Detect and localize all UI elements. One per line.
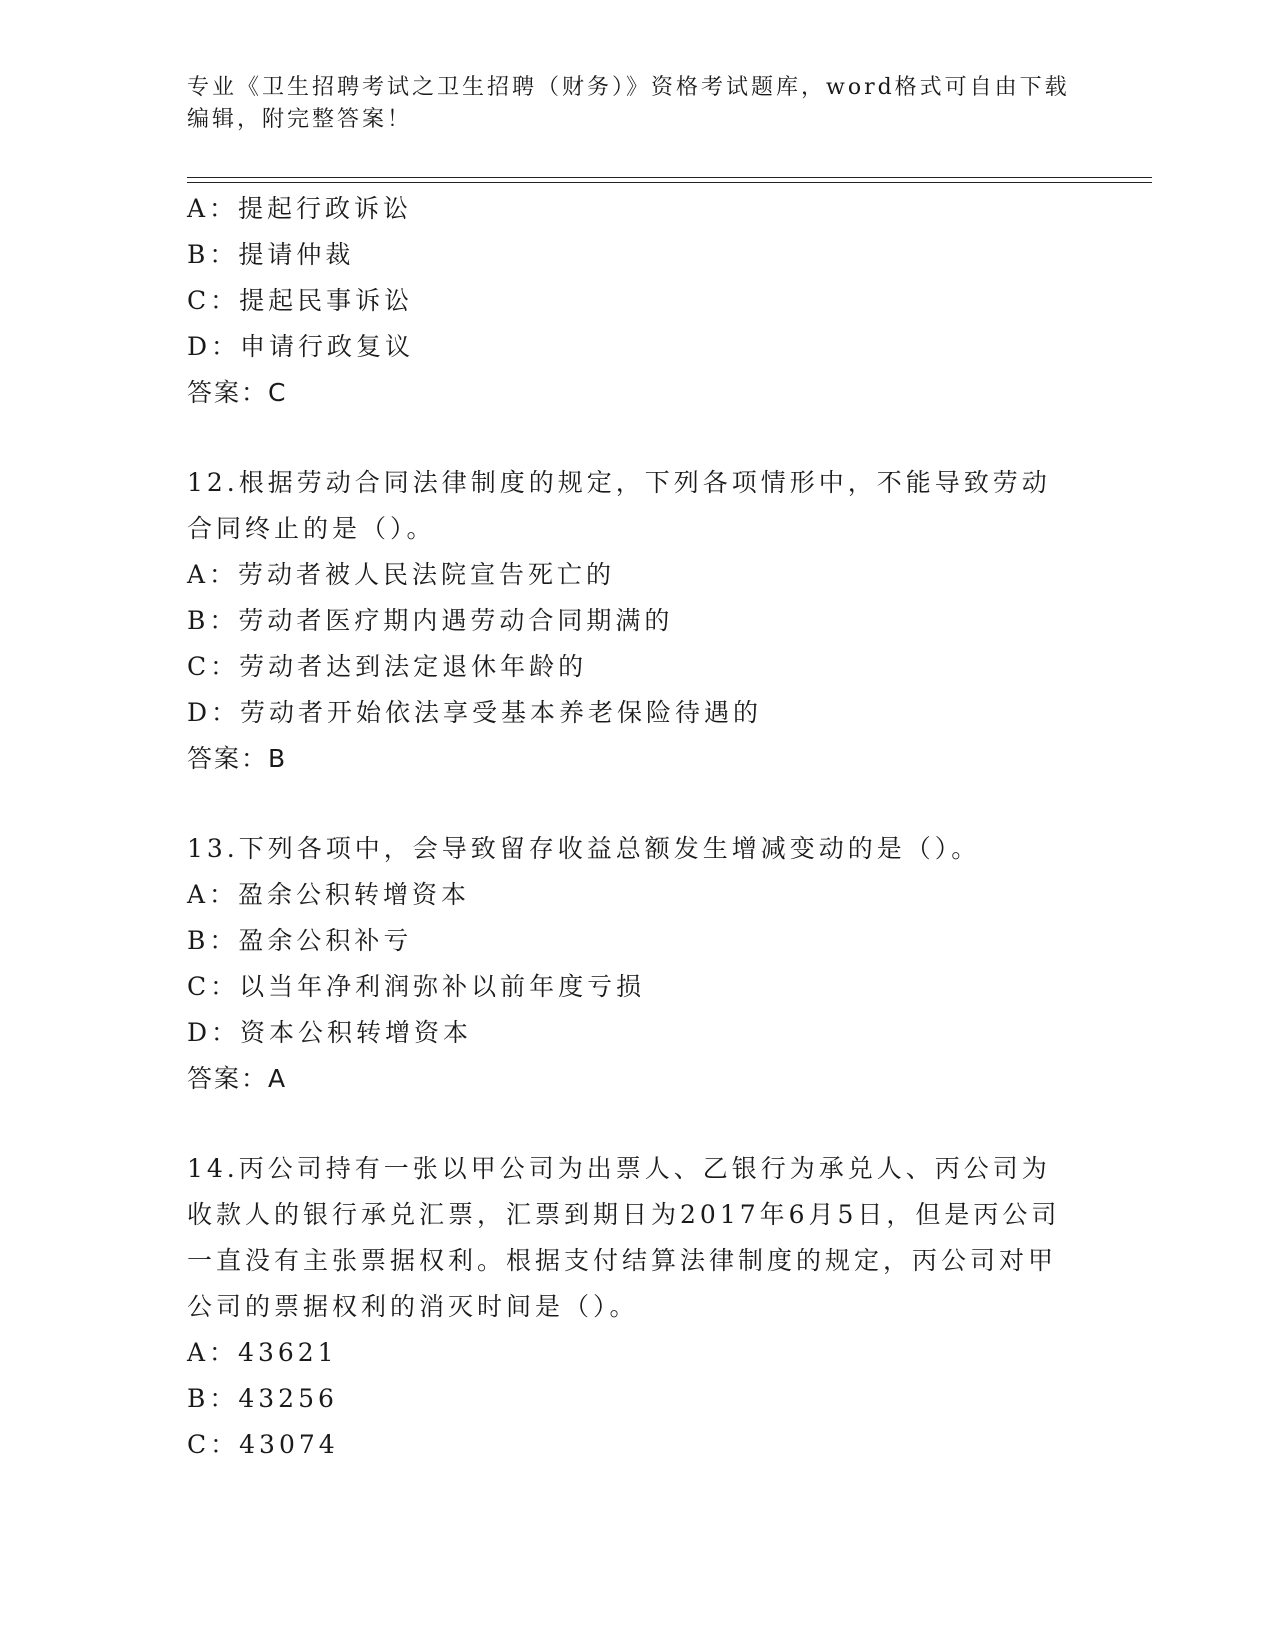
option-c: C：劳动者达到法定退休年龄的 <box>187 652 588 681</box>
answer-label: 答案：B <box>187 744 288 773</box>
answer-label: 答案：A <box>187 1064 288 1093</box>
header-divider-top <box>187 177 1152 178</box>
answer-label: 答案：C <box>187 378 288 407</box>
document-header: 专业《卫生招聘考试之卫生招聘（财务）》资格考试题库，word格式可自由下载编辑，附完整答案！ <box>187 75 1070 132</box>
option-d: D：资本公积转增资本 <box>187 1018 473 1047</box>
option-c: C：提起民事诉讼 <box>187 286 414 315</box>
option-a: A：盈余公积转增资本 <box>187 880 471 909</box>
question-text: 12.根据劳动合同法律制度的规定，下列各项情形中，不能导致劳动合同终止的是（）。 <box>187 468 1051 543</box>
option-b: B：劳动者医疗期内遇劳动合同期满的 <box>187 606 674 635</box>
question-14 <box>187 1146 1067 1468</box>
option-d: D：申请行政复议 <box>187 332 415 361</box>
option-b: B：盈余公积补亏 <box>187 926 413 955</box>
question-text: 14.丙公司持有一张以甲公司为出票人、乙银行为承兑人、丙公司为收款人的银行承兑汇票，汇票到期日为2017年6月5日，但是丙公司一直没有主张票据权利。根据支付结算法律制度的规定，丙公司对甲公司的票据权利的消灭时间是（）。 <box>187 1154 1061 1321</box>
option-b: B：43256 <box>187 1384 338 1413</box>
option-b: B：提请仲裁 <box>187 240 355 269</box>
question-12 <box>187 460 1067 782</box>
question-list <box>187 186 1067 1468</box>
option-c: C：以当年净利润弥补以前年度亏损 <box>187 972 646 1001</box>
option-a: A：提起行政诉讼 <box>187 194 413 223</box>
question-text: 13.下列各项中，会导致留存收益总额发生增减变动的是（）。 <box>187 834 981 863</box>
option-a: A：劳动者被人民法院宣告死亡的 <box>187 560 616 589</box>
question-13 <box>187 826 1067 1102</box>
question-11 <box>187 186 1067 416</box>
option-d: D：劳动者开始依法享受基本养老保险待遇的 <box>187 698 763 727</box>
option-c: C：43074 <box>187 1430 339 1459</box>
option-a: A：43621 <box>187 1338 338 1367</box>
header-divider-bottom <box>187 182 1152 183</box>
